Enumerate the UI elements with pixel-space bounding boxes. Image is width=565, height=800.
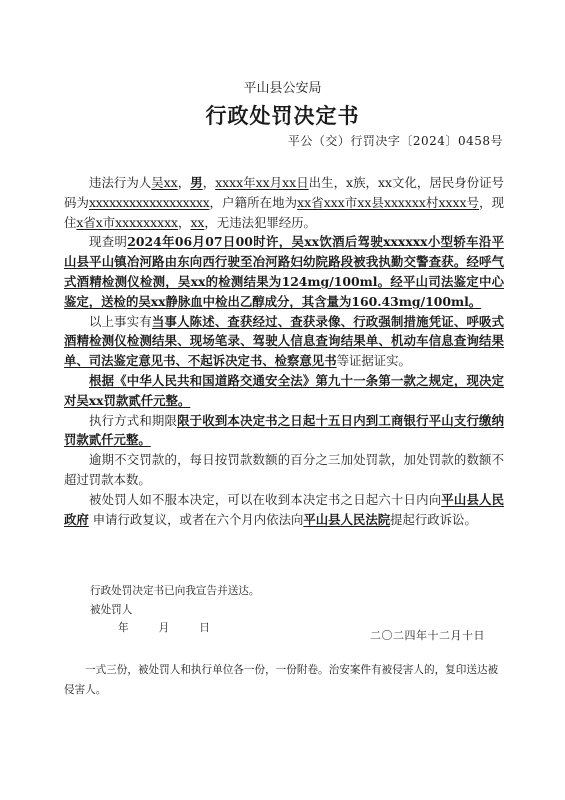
date-of-birth: xxxx年xx月xx日 (215, 175, 309, 190)
evidence-paragraph (64, 312, 504, 371)
document-number: 平公（交）行罚决字〔2024〕0458号 (287, 134, 503, 148)
text: 等证据证实。 (336, 353, 411, 369)
receipt-line: 行政处罚决定书已向我宣告并送达。 (90, 585, 260, 597)
appeal-paragraph (64, 490, 504, 530)
evidence-list: 当事人陈述、查获经过、查获录像、行政强制措施凭证、呼吸式酒精检测仪检测结果、现场笔录、驾驶人信息查询结果单、机动车信息查询结果单、司法鉴定意见书、不起诉决定书、检察意见书 (64, 313, 505, 369)
court: 平山县人民法院 (303, 511, 391, 527)
decision-text: 根据《中华人民共和国道路交通安全法》第九十一条第一款之规定，现决定对吴xx罚款贰仟元整。 (64, 372, 504, 408)
residence: x省x市xxxxxxxxx (76, 214, 179, 230)
issuing-agency: 平山县公安局 (243, 81, 322, 96)
text: 现查明 (89, 234, 128, 250)
review-authority: 平山县人民政府 (64, 491, 505, 527)
facts-text: 2024年06月07日00时许，吴xx饮酒后驾驶xxxxxx小型轿车沿平山县平山镇冶河路由东向西行驶至冶河路妇幼院路段被我执勤交警查获。经呼气式酒精检测仪检测，吴xx的检测结果为124mg/100ml。经平山司法鉴定中心鉴定，送检的吴xx静脉血中检出乙醇成分，其含量为160.43mg/100ml。 (64, 234, 505, 309)
text: ， (178, 214, 191, 230)
text: ，现住 (64, 194, 505, 230)
offender-name: 吴xx (151, 175, 178, 190)
receipt-date-blank (118, 620, 240, 635)
work-unit: xx (190, 214, 205, 230)
day-label: 日 (199, 622, 210, 634)
facts-paragraph (64, 232, 504, 311)
late-payment-paragraph: 逾期不交罚款的，每日按罚款数额的百分之三加处罚款，加处罚款的数额不超过罚款本数。 (64, 452, 504, 487)
receipt-acknowledgement (90, 582, 260, 620)
document-body (64, 173, 504, 529)
footer-note: 一式三份，被处罚人和执行单位各一份，一份附卷。治安案件有被侵害人的，复印送达被侵害人。 (64, 664, 499, 696)
text: ， (177, 175, 191, 190)
text: 提起行政诉讼。 (390, 511, 477, 527)
text: 以上事实有 (89, 313, 152, 329)
text: ，无违法犯罪经历。 (204, 214, 316, 230)
decision-paragraph (64, 371, 504, 411)
text: ， (202, 175, 216, 190)
document-title: 行政处罚决定书 (205, 103, 360, 128)
execution-paragraph (64, 411, 504, 451)
text: 被处罚人如不服本决定，可以在收到本决定书之日起六十日内向 (89, 491, 442, 507)
issue-date: 二〇二四年十二月十日 (370, 629, 485, 642)
domicile: xx省xxx市xx县xxxxxx村xxxx号 (297, 194, 480, 210)
recipient-label: 被处罚人 (90, 604, 133, 616)
text: 执行方式和期限 (89, 412, 178, 428)
text: ，户籍所在地为 (209, 194, 298, 210)
text: 申请行政复议，或者在六个月内依法向 (88, 511, 304, 527)
offender-gender: 男 (190, 175, 203, 190)
month-label: 月 (158, 622, 170, 634)
id-number: xxxxxxxxxxxxxxxxxx (89, 194, 210, 210)
year-label: 年 (118, 622, 129, 634)
text: 违法行为人 (89, 175, 152, 190)
offender-paragraph (64, 173, 504, 232)
execution-method: 限于收到本决定书之日起十五日内到工商银行平山支行缴纳罚款贰仟元整。 (64, 412, 505, 448)
text: 出生，x族，xx文化，居民身份证号码为 (64, 175, 505, 210)
